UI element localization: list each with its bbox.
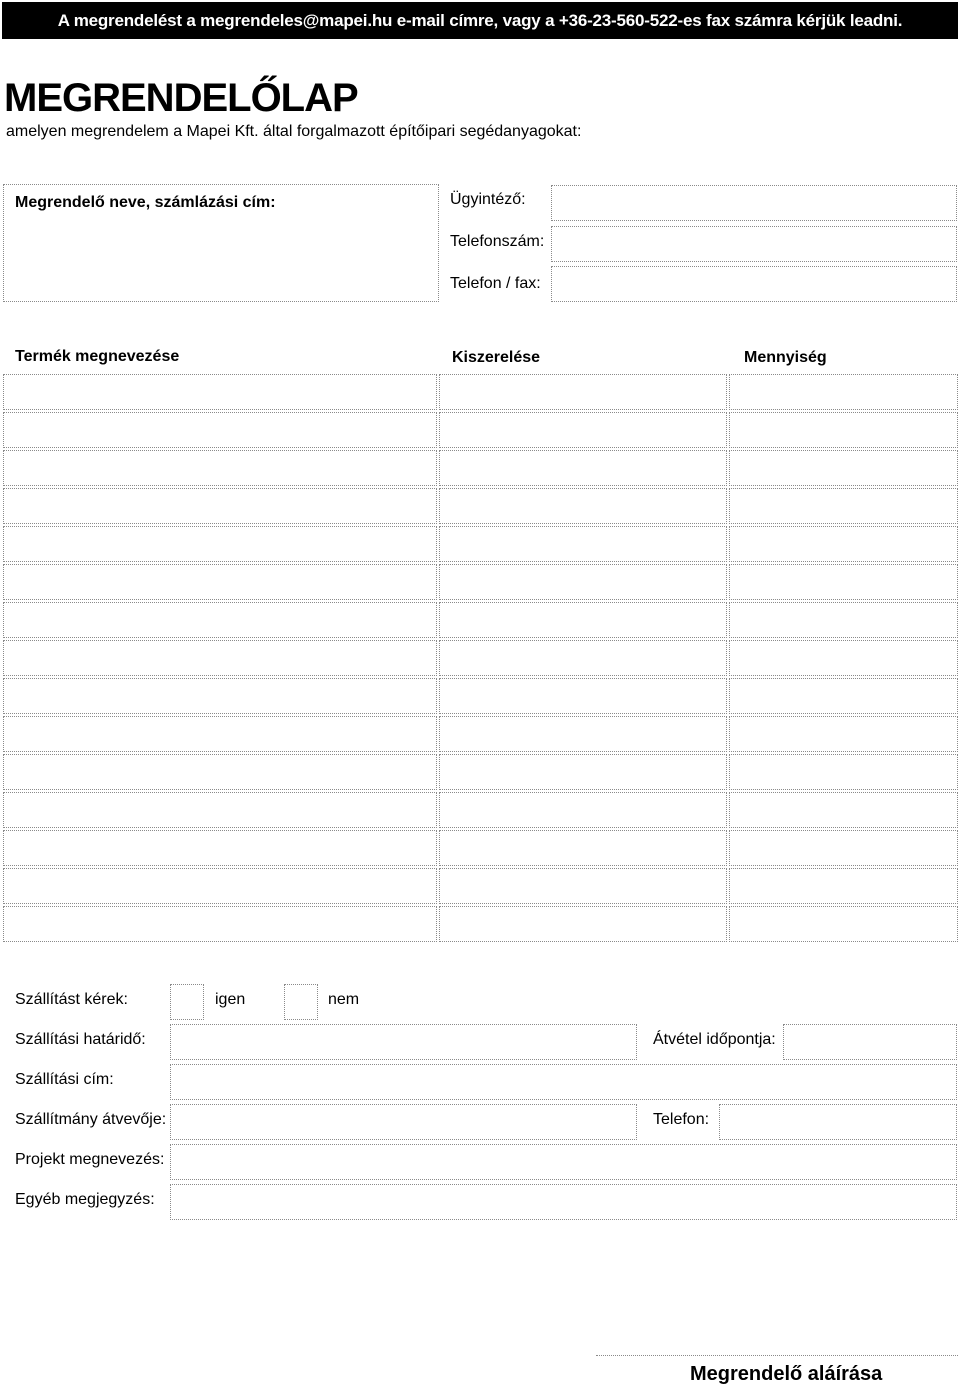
product-name-cell[interactable] [3,906,437,942]
packaging-cell[interactable] [439,450,727,486]
quantity-cell[interactable] [729,716,958,752]
packaging-cell[interactable] [439,716,727,752]
product-name-cell[interactable] [3,754,437,790]
shipment-recipient-field[interactable] [170,1104,637,1140]
quantity-cell[interactable] [729,526,958,562]
packaging-cell[interactable] [439,868,727,904]
packaging-cell[interactable] [439,830,727,866]
delivery-deadline-label: Szállítási határidő: [15,1031,146,1048]
other-notes-label: Egyéb megjegyzés: [15,1191,155,1208]
product-name-cell[interactable] [3,830,437,866]
product-name-cell[interactable] [3,602,437,638]
instructions-banner: A megrendelést a megrendeles@mapei.hu e-mail címre, vagy a +36-23-560-522-es fax számra kérjük leadni. [2,2,958,39]
recipient-phone-label: Telefon: [653,1111,710,1128]
phone-fax-label: Telefon / fax: [450,275,541,292]
table-row [3,564,958,602]
table-row [3,374,958,412]
packaging-cell[interactable] [439,792,727,828]
product-table [3,374,958,944]
packaging-cell[interactable] [439,488,727,524]
packaging-cell[interactable] [439,906,727,942]
quantity-cell[interactable] [729,374,958,410]
table-row [3,488,958,526]
pickup-time-label: Átvétel időpontja: [653,1031,776,1048]
product-name-cell[interactable] [3,450,437,486]
phone-number-field[interactable] [551,226,957,262]
product-name-cell[interactable] [3,526,437,562]
delivery-request-label: Szállítást kérek: [15,991,128,1008]
quantity-cell[interactable] [729,792,958,828]
quantity-cell[interactable] [729,906,958,942]
quantity-cell[interactable] [729,412,958,448]
table-row [3,602,958,640]
product-name-cell[interactable] [3,640,437,676]
product-name-cell[interactable] [3,678,437,714]
delivery-address-field[interactable] [170,1064,957,1100]
phone-number-label: Telefonszám: [450,233,545,250]
packaging-cell[interactable] [439,374,727,410]
column-header-packaging: Kiszerelése [452,349,541,366]
quantity-cell[interactable] [729,488,958,524]
product-name-cell[interactable] [3,564,437,600]
packaging-cell[interactable] [439,678,727,714]
customer-name-address-label: Megrendelő neve, számlázási cím: [15,194,276,211]
shipment-recipient-label: Szállítmány átvevője: [15,1111,167,1128]
delivery-no-checkbox[interactable] [284,984,318,1020]
quantity-cell[interactable] [729,678,958,714]
delivery-yes-label: igen [215,991,246,1008]
product-name-cell[interactable] [3,488,437,524]
product-name-cell[interactable] [3,374,437,410]
table-row [3,450,958,488]
project-name-label: Projekt megnevezés: [15,1151,165,1168]
table-row [3,678,958,716]
column-header-product-name: Termék megnevezése [15,348,180,365]
signature-line[interactable] [596,1355,958,1356]
quantity-cell[interactable] [729,602,958,638]
pickup-time-field[interactable] [783,1024,957,1060]
signature-label: Megrendelő aláírása [690,1363,883,1385]
quantity-cell[interactable] [729,450,958,486]
table-row [3,716,958,754]
table-row [3,868,958,906]
packaging-cell[interactable] [439,564,727,600]
packaging-cell[interactable] [439,754,727,790]
contact-person-field[interactable] [551,185,957,221]
quantity-cell[interactable] [729,754,958,790]
delivery-deadline-field[interactable] [170,1024,637,1060]
packaging-cell[interactable] [439,602,727,638]
quantity-cell[interactable] [729,868,958,904]
table-row [3,640,958,678]
contact-person-label: Ügyintéző: [450,191,526,208]
table-row [3,830,958,868]
phone-fax-field[interactable] [551,266,957,302]
quantity-cell[interactable] [729,830,958,866]
delivery-no-label: nem [328,991,360,1008]
page-title: MEGRENDELŐLAP [4,76,358,120]
project-name-field[interactable] [170,1144,957,1180]
recipient-phone-field[interactable] [719,1104,957,1140]
product-name-cell[interactable] [3,716,437,752]
table-row [3,754,958,792]
table-row [3,526,958,564]
table-row [3,792,958,830]
column-header-quantity: Mennyiség [744,349,827,366]
page-subtitle: amelyen megrendelem a Mapei Kft. által forgalmazott építőipari segédanyagokat: [6,123,582,140]
packaging-cell[interactable] [439,640,727,676]
packaging-cell[interactable] [439,412,727,448]
delivery-yes-checkbox[interactable] [170,984,204,1020]
other-notes-field[interactable] [170,1184,957,1220]
quantity-cell[interactable] [729,564,958,600]
table-row [3,412,958,450]
product-name-cell[interactable] [3,792,437,828]
product-name-cell[interactable] [3,868,437,904]
product-name-cell[interactable] [3,412,437,448]
table-row [3,906,958,944]
packaging-cell[interactable] [439,526,727,562]
quantity-cell[interactable] [729,640,958,676]
delivery-address-label: Szállítási cím: [15,1071,114,1088]
